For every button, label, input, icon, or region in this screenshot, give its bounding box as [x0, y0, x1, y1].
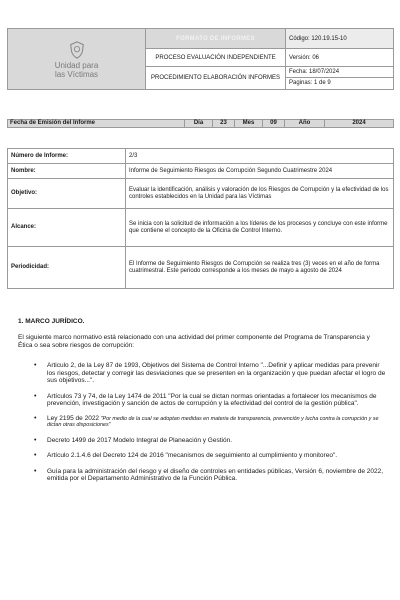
list-item	[34, 393, 386, 408]
info-key: Número de Informe:	[8, 149, 126, 164]
shield-emblem-icon	[68, 41, 86, 59]
table-row	[8, 164, 394, 179]
list-item-text: Guía para la administración del riesgo y el diseño de controles en entidades públicas, Versión 6, noviembre de 2022, emitida por el Departamento Administrativo de la Función Pública.	[47, 467, 384, 482]
list-item	[34, 468, 386, 483]
list-item-text: "Por medio de la cual se adoptan medidas en materia de transparencia, prevención y lucha contra la corrupción y se dictan otras disposiciones"	[47, 415, 379, 428]
list-item	[34, 416, 386, 429]
info-value: Evaluar la identificación, análisis y valoración de los Riesgos de Corrupción y la efectividad de los controles establecidos en la Unidad para las Víctimas	[126, 179, 394, 209]
info-key: Alcance:	[8, 209, 126, 247]
document-header	[7, 28, 394, 90]
logo-cell	[8, 29, 146, 90]
logo-text-line2: las Víctimas	[54, 70, 99, 79]
list-item	[34, 437, 386, 445]
anio-label: Año	[285, 120, 325, 128]
info-value: Informe de Seguimiento Riesgos de Corrupción Segundo Cuatrimestre 2024	[126, 164, 394, 179]
list-item-text: Artículos 73 y 74, de la Ley 1474 de 2011 "Por la cual se dictan normas orientadas a fortalecer los mecanismos de prevención, investigación y sanción de actos de corrupción y la efectividad del control de la gestión pública".	[47, 392, 377, 407]
report-info-table	[7, 148, 394, 289]
process-name: PROCESO EVALUACIÓN INDEPENDIENTE	[146, 49, 286, 67]
legal-framework-list	[34, 362, 386, 491]
anio-value: 2024	[325, 120, 394, 128]
table-row	[8, 179, 394, 209]
paginas: Paginas: 1 de 9	[289, 80, 331, 86]
emission-date-row	[7, 119, 394, 128]
section-intro: El siguiente marco normativo está relacionado con una actividad del primer componente del Programa de Transparencia y Ética o sea sobre riesgos de corrupción:	[18, 334, 370, 349]
list-item	[34, 362, 386, 385]
bullet-dot-icon: •	[34, 414, 37, 422]
info-value: Se inicia con la solicitud de información a los líderes de los procesos y concluye con este informe que contiene el concepto de la Oficina de Control Interno.	[126, 209, 394, 247]
info-value: 2/3	[126, 149, 394, 164]
list-item-lead: Ley 2195 de 2022	[47, 414, 100, 422]
bullet-dot-icon: •	[34, 467, 37, 475]
bullet-dot-icon: •	[34, 436, 37, 444]
info-value: El Informe de Seguimiento Riesgos de Corrupción se realiza tres (3) veces en el año de forma cuatrimestral. Este periodo corresponde a los meses de mayo a agosto de 2024	[126, 247, 394, 289]
list-item	[34, 452, 386, 460]
info-key: Nombre:	[8, 164, 126, 179]
emission-label: Fecha de Emisión del Informe	[8, 120, 185, 128]
table-row	[8, 209, 394, 247]
mes-label: Mes	[235, 120, 263, 128]
info-key: Periodicidad:	[8, 247, 126, 289]
list-item-text: Decreto 1499 de 2017 Modelo Integral de Planeación y Gestión.	[47, 436, 233, 444]
fecha-paginas-cell	[286, 67, 394, 90]
dia-value: 23	[213, 120, 235, 128]
table-row	[8, 149, 394, 164]
fecha: Fecha: 18/07/2024	[286, 67, 393, 78]
format-title: FORMATO DE INFORMES	[146, 29, 286, 49]
info-key: Objetivo:	[8, 179, 126, 209]
bullet-dot-icon: •	[34, 452, 37, 459]
bullet-dot-icon: •	[34, 392, 37, 400]
list-item-text: Artículo 2.1.4.6 del Decreto 124 de 2016 "mecanismos de seguimiento al cumplimiento y monitoreo".	[47, 452, 338, 459]
codigo: Código: 120.19.15-10	[286, 29, 394, 49]
bullet-dot-icon: •	[34, 362, 37, 369]
mes-value: 09	[263, 120, 285, 128]
list-item-text: Articulo 2, de la Ley 87 de 1993, Objetivos del Sistema de Control Interno "...Definir y aplicar medidas para prevenir los riesgos, detectar y corregir las desviaciones que se presenten en la organización y que puedan afectar el logro de sus objetivos...".	[47, 362, 386, 384]
logo-text-line1: Unidad para	[54, 61, 99, 70]
procedure-name: PROCEDIMIENTO ELABORACIÓN INFORMES	[146, 67, 286, 90]
version: Versión: 06	[286, 49, 394, 67]
section-title: 1. MARCO JURÍDICO.	[18, 318, 85, 325]
table-row	[8, 247, 394, 289]
dia-label: Día	[185, 120, 213, 128]
